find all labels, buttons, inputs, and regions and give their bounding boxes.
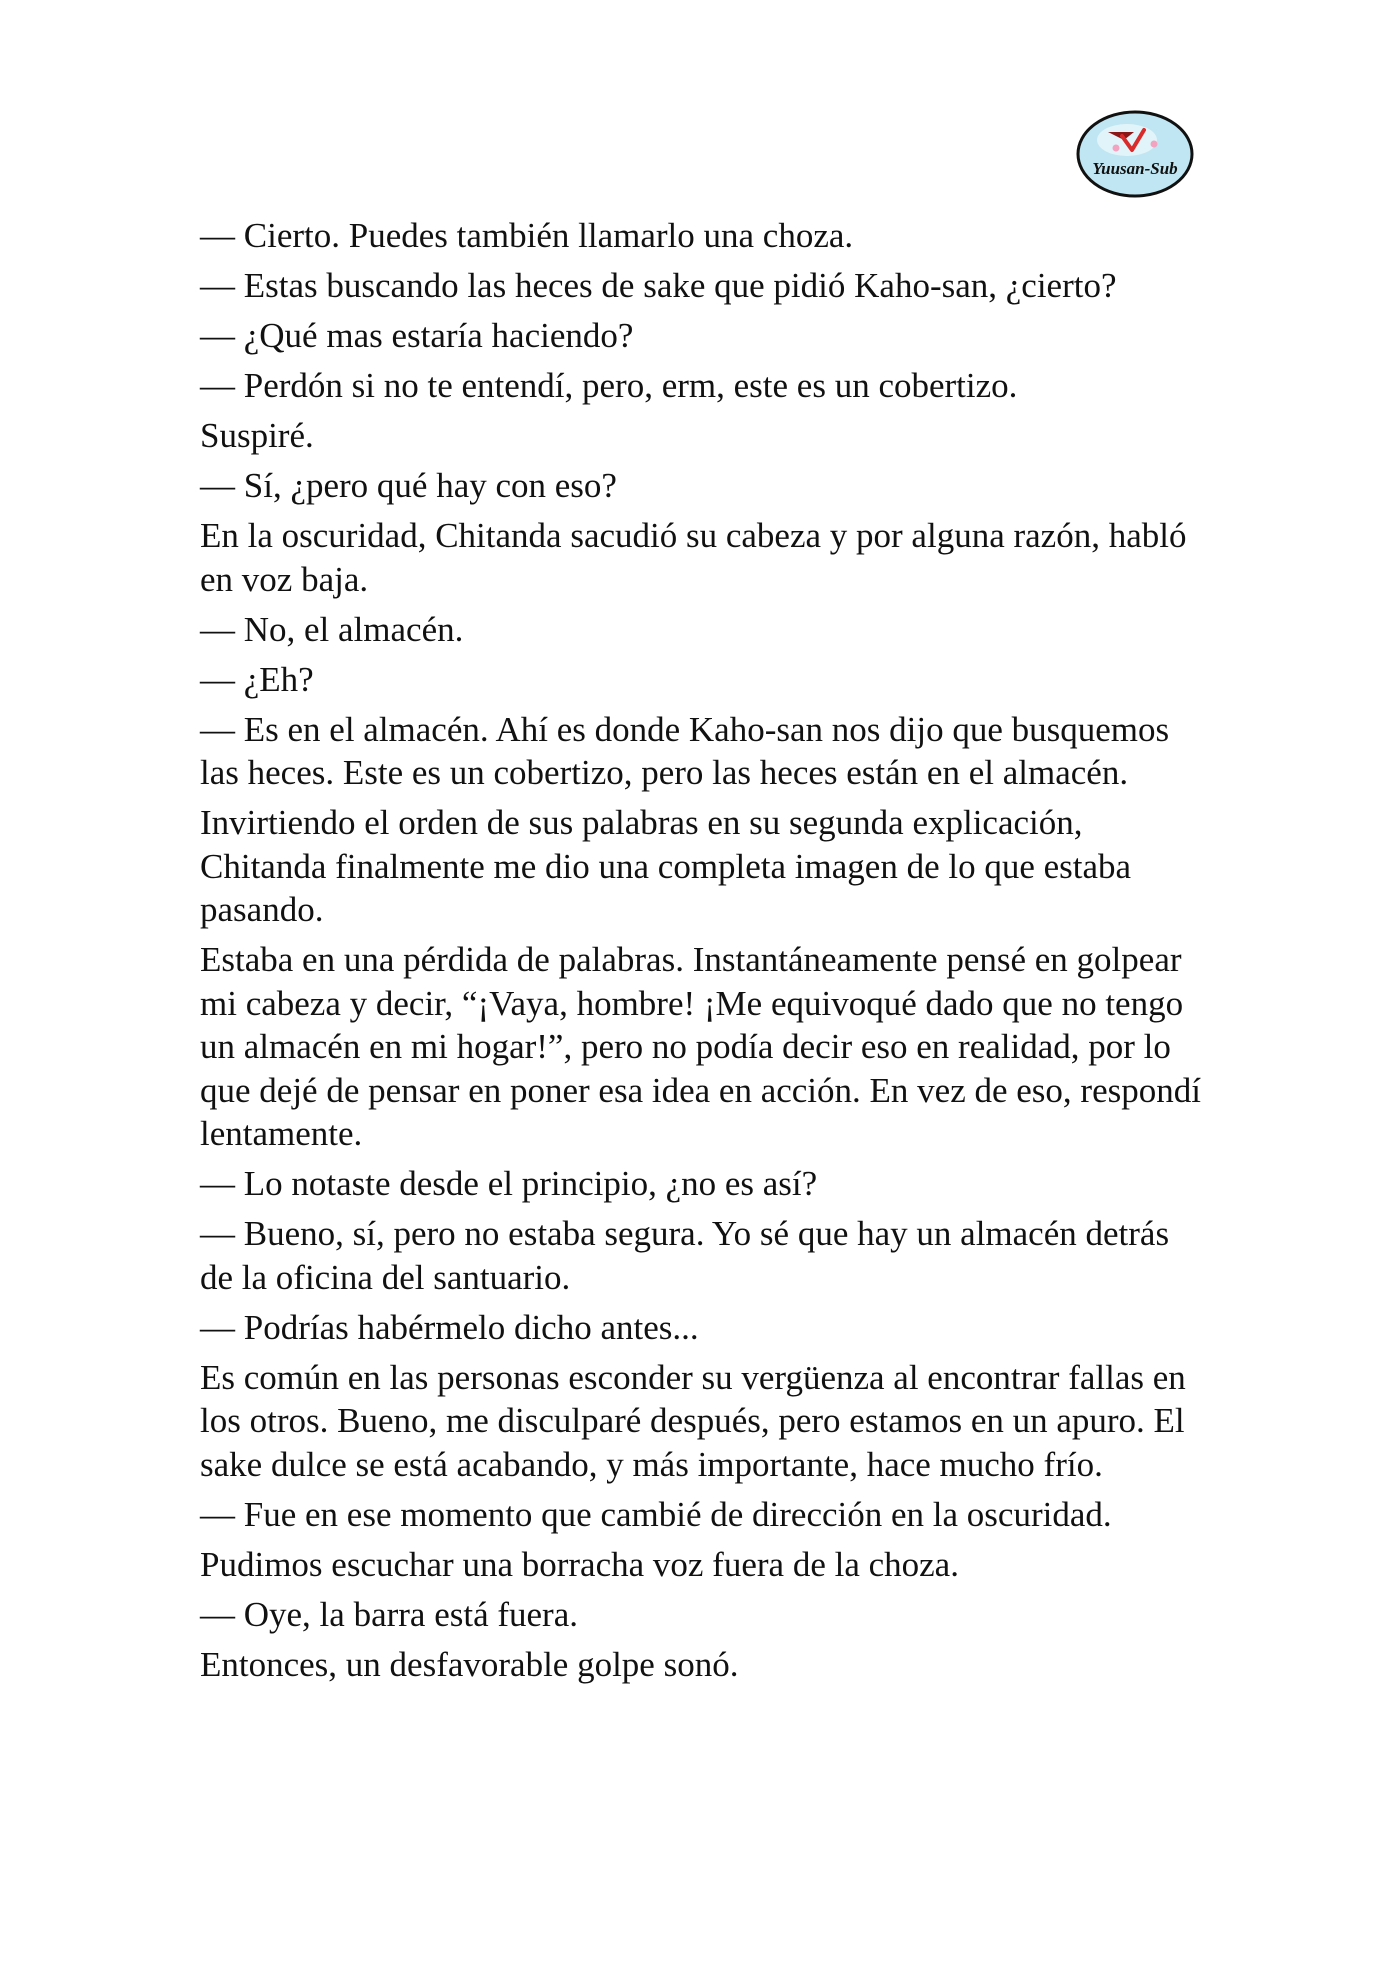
- paragraph: — No, el almacén.: [200, 609, 464, 649]
- paragraph: Invirtiendo el orden de sus palabras en su segunda explicación, Chitanda finalmente me dio una completa imagen de lo que estaba pasando.: [200, 803, 1132, 929]
- paragraph: — ¿Eh?: [200, 659, 314, 699]
- paragraph: — Fue en ese momento que cambié de dirección en la oscuridad.: [200, 1494, 1112, 1534]
- paragraph: — Cierto. Puedes también llamarlo una choza.: [200, 216, 854, 255]
- logo-text: Yuusan-Sub: [1092, 159, 1178, 178]
- paragraph: En la oscuridad, Chitanda sacudió su cabeza y por alguna razón, habló en voz baja.: [200, 516, 1187, 599]
- paragraph: — Es en el almacén. Ahí es donde Kaho-san nos dijo que busquemos las heces. Este es un cobertizo, pero las heces están en el almacén.: [200, 709, 1170, 792]
- paragraph: — Podrías habérmelo dicho antes...: [200, 1307, 699, 1347]
- paragraph: Entonces, un desfavorable golpe sonó.: [200, 1644, 739, 1684]
- paragraph: — Perdón si no te entendí, pero, erm, este es un cobertizo.: [200, 366, 1018, 405]
- paragraph: — Oye, la barra está fuera.: [200, 1594, 578, 1634]
- paragraph: — Lo notaste desde el principio, ¿no es así?: [200, 1164, 818, 1203]
- paragraph: Suspiré.: [200, 416, 314, 455]
- paragraph: Pudimos escuchar una borracha voz fuera de la choza.: [200, 1544, 959, 1584]
- paragraph: — Sí, ¿pero qué hay con eso?: [200, 466, 617, 505]
- paragraph: Es común en las personas esconder su vergüenza al encontrar fallas en los otros. Bueno, me disculparé después, pero estamos en un apuro. El sake dulce se está acabando, y más importante, hace mucho frío.: [200, 1357, 1186, 1484]
- paragraph: — Estas buscando las heces de sake que pidió Kaho-san, ¿cierto?: [200, 266, 1117, 305]
- paragraph: Estaba en una pérdida de palabras. Instantáneamente pensé en golpear mi cabeza y decir, “¡Vaya, hombre! ¡Me equivoqué dado que no tengo un almacén en mi hogar!”, pero no podía decir eso en realidad, por lo que dejé de pensar en poner esa idea en acción. En vez de eso, respondí lentamente.: [200, 940, 1201, 1153]
- paragraph: — Bueno, sí, pero no estaba segura. Yo sé que hay un almacén detrás de la oficina del santuario.: [200, 1214, 1170, 1297]
- paragraph: — ¿Qué mas estaría haciendo?: [200, 316, 634, 355]
- yuusan-sub-logo: [1072, 104, 1198, 200]
- logo-badge-icon: [1072, 104, 1198, 200]
- document-body: [200, 214, 1210, 1693]
